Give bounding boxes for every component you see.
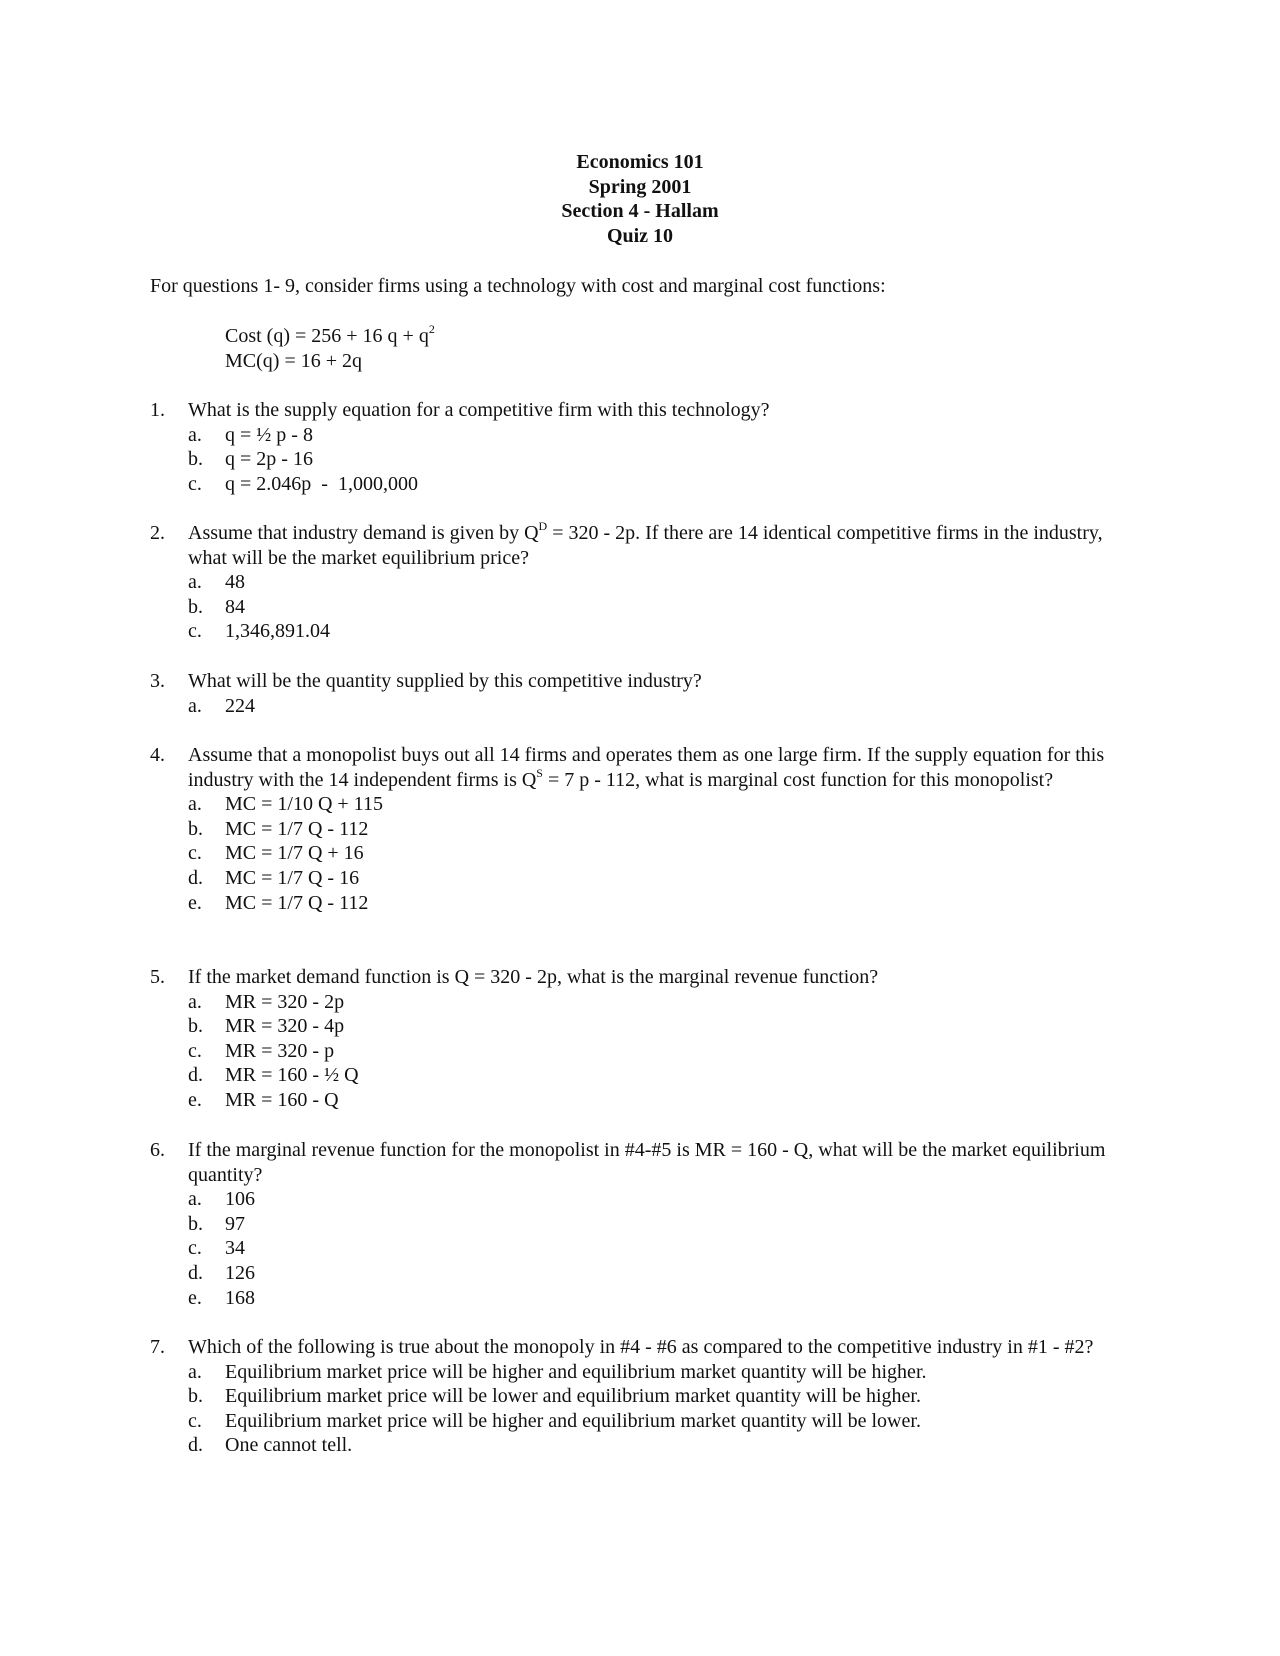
- cost-function: [225, 324, 435, 349]
- question-text: [188, 743, 1130, 792]
- mc-function: MC(q) = 16 + 2q: [225, 349, 363, 372]
- option-e: [150, 891, 1130, 916]
- option-e: [150, 1088, 1130, 1113]
- option-letter: c.: [188, 842, 202, 865]
- option-d: [150, 1261, 1130, 1286]
- option-text: MC = 1/7 Q - 112: [225, 817, 369, 840]
- option-b: [150, 817, 1130, 842]
- option-letter: b.: [188, 1385, 203, 1408]
- question-text: What is the supply equation for a competitive firm with this technology?: [188, 399, 770, 421]
- option-letter: e.: [188, 1286, 202, 1309]
- option-letter: c.: [188, 1039, 202, 1062]
- option-letter: c.: [188, 1237, 202, 1260]
- option-text: q = ½ p - 8: [225, 423, 313, 446]
- option-a: [150, 423, 1130, 448]
- question-number: 4.: [150, 744, 165, 766]
- option-text: 97: [225, 1212, 245, 1235]
- question-4: [150, 743, 1130, 915]
- option-text: MR = 320 - 2p: [225, 990, 345, 1013]
- question-2: [150, 521, 1130, 644]
- option-b: [150, 1014, 1130, 1039]
- quiz-header: [0, 150, 1280, 248]
- option-c: [150, 1409, 1130, 1434]
- option-letter: e.: [188, 891, 202, 914]
- option-b: [150, 1212, 1130, 1237]
- option-d: [150, 1063, 1130, 1088]
- option-text: 168: [225, 1286, 255, 1309]
- question-6: [150, 1138, 1130, 1310]
- question-text-part: Assume that a monopolist buys out all 14 firms and operates them as one large firm. If the supply equation for this industry with the 14 independent firms is Q: [188, 744, 1105, 791]
- option-c: [150, 619, 1130, 644]
- question-text: If the marginal revenue function for the monopolist in #4-#5 is MR = 160 - Q, what will be the market equilibrium quantity?: [188, 1139, 1106, 1186]
- option-text: MR = 320 - p: [225, 1039, 335, 1062]
- option-text: MR = 160 - Q: [225, 1088, 339, 1111]
- question-number: 5.: [150, 966, 165, 988]
- option-letter: a.: [188, 694, 202, 717]
- option-letter: e.: [188, 1088, 202, 1111]
- option-letter: b.: [188, 595, 203, 618]
- option-letter: d.: [188, 1434, 203, 1457]
- option-letter: c.: [188, 1409, 202, 1432]
- option-a: [150, 694, 1130, 719]
- question-text: Which of the following is true about the monopoly in #4 - #6 as compared to the competitive industry in #1 - #2?: [188, 1336, 1094, 1358]
- question-5: [150, 965, 1130, 1113]
- question-3: [150, 669, 1130, 718]
- intro-text: For questions 1- 9, consider firms using a technology with cost and marginal cost functions:: [150, 275, 886, 297]
- option-letter: d.: [188, 1064, 203, 1087]
- question-number: 7.: [150, 1336, 165, 1358]
- option-letter: b.: [188, 1015, 203, 1038]
- option-a: [150, 570, 1130, 595]
- option-text: MR = 160 - ½ Q: [225, 1064, 359, 1087]
- question-text: If the market demand function is Q = 320 - 2p, what is the marginal revenue function?: [188, 966, 879, 988]
- option-text: MC = 1/7 Q + 16: [225, 842, 364, 865]
- supply-superscript: S: [536, 765, 543, 780]
- option-letter: a.: [188, 990, 202, 1013]
- option-text: MC = 1/10 Q + 115: [225, 793, 383, 816]
- option-letter: a.: [188, 571, 202, 594]
- question-text-part: = 320 - 2p. If there are 14 identical competitive firms in the industry, what will be the market equilibrium price?: [188, 522, 1103, 569]
- option-text: Equilibrium market price will be lower and equilibrium market quantity will be higher.: [225, 1385, 921, 1408]
- option-letter: d.: [188, 1261, 203, 1284]
- option-letter: c.: [188, 620, 202, 643]
- option-text: 48: [225, 571, 245, 594]
- question-text: What will be the quantity supplied by this competitive industry?: [188, 670, 702, 692]
- section-title: Section 4 - Hallam: [561, 200, 719, 223]
- question-number: 6.: [150, 1139, 165, 1161]
- option-letter: c.: [188, 472, 202, 495]
- option-letter: b.: [188, 817, 203, 840]
- question-text-part: = 7 p - 112, what is marginal cost function for this monopolist?: [542, 768, 1054, 791]
- option-b: [150, 595, 1130, 620]
- option-c: [150, 1039, 1130, 1064]
- option-text: Equilibrium market price will be higher and equilibrium market quantity will be higher.: [225, 1360, 927, 1383]
- option-text: MC = 1/7 Q - 16: [225, 866, 360, 889]
- option-text: q = 2p - 16: [225, 448, 313, 471]
- option-letter: d.: [188, 866, 203, 889]
- option-letter: a.: [188, 1188, 202, 1211]
- option-a: [150, 1187, 1130, 1212]
- option-text: 224: [225, 694, 255, 717]
- option-letter: a.: [188, 423, 202, 446]
- option-text: q = 2.046p - 1,000,000: [225, 472, 418, 495]
- option-c: [150, 1236, 1130, 1261]
- option-c: [150, 472, 1130, 497]
- option-letter: a.: [188, 793, 202, 816]
- question-text-part: Assume that industry demand is given by Q: [188, 522, 539, 544]
- option-text: 1,346,891.04: [225, 620, 330, 643]
- demand-superscript: D: [538, 519, 548, 533]
- cost-function-text: Cost (q) = 256 + 16 q + q: [225, 325, 429, 347]
- question-number: 1.: [150, 399, 165, 421]
- option-text: MR = 320 - 4p: [225, 1015, 345, 1038]
- option-letter: a.: [188, 1360, 202, 1383]
- option-text: Equilibrium market price will be higher and equilibrium market quantity will be lower.: [225, 1409, 921, 1432]
- question-7: [150, 1335, 1130, 1458]
- option-text: One cannot tell.: [225, 1434, 353, 1457]
- option-b: [150, 447, 1130, 472]
- course-title: Economics 101: [576, 151, 704, 173]
- cost-exponent: 2: [428, 322, 435, 336]
- option-letter: b.: [188, 448, 203, 471]
- option-e: [150, 1286, 1130, 1311]
- quiz-title: Quiz 10: [606, 224, 674, 247]
- option-letter: b.: [188, 1212, 203, 1235]
- question-number: 2.: [150, 522, 165, 544]
- cost-formulas: [225, 324, 435, 373]
- option-d: [150, 1433, 1130, 1458]
- option-text: 84: [225, 595, 245, 618]
- option-a: [150, 1360, 1130, 1385]
- option-c: [150, 841, 1130, 866]
- question-1: [150, 398, 1130, 496]
- option-text: MC = 1/7 Q - 112: [225, 891, 369, 914]
- term-title: Spring 2001: [588, 175, 692, 198]
- option-text: 126: [225, 1261, 255, 1284]
- question-text: [188, 521, 1130, 570]
- question-number: 3.: [150, 670, 165, 692]
- option-d: [150, 866, 1130, 891]
- option-b: [150, 1384, 1130, 1409]
- option-a: [150, 990, 1130, 1015]
- option-a: [150, 792, 1130, 817]
- option-text: 106: [225, 1188, 255, 1211]
- option-text: 34: [225, 1237, 245, 1260]
